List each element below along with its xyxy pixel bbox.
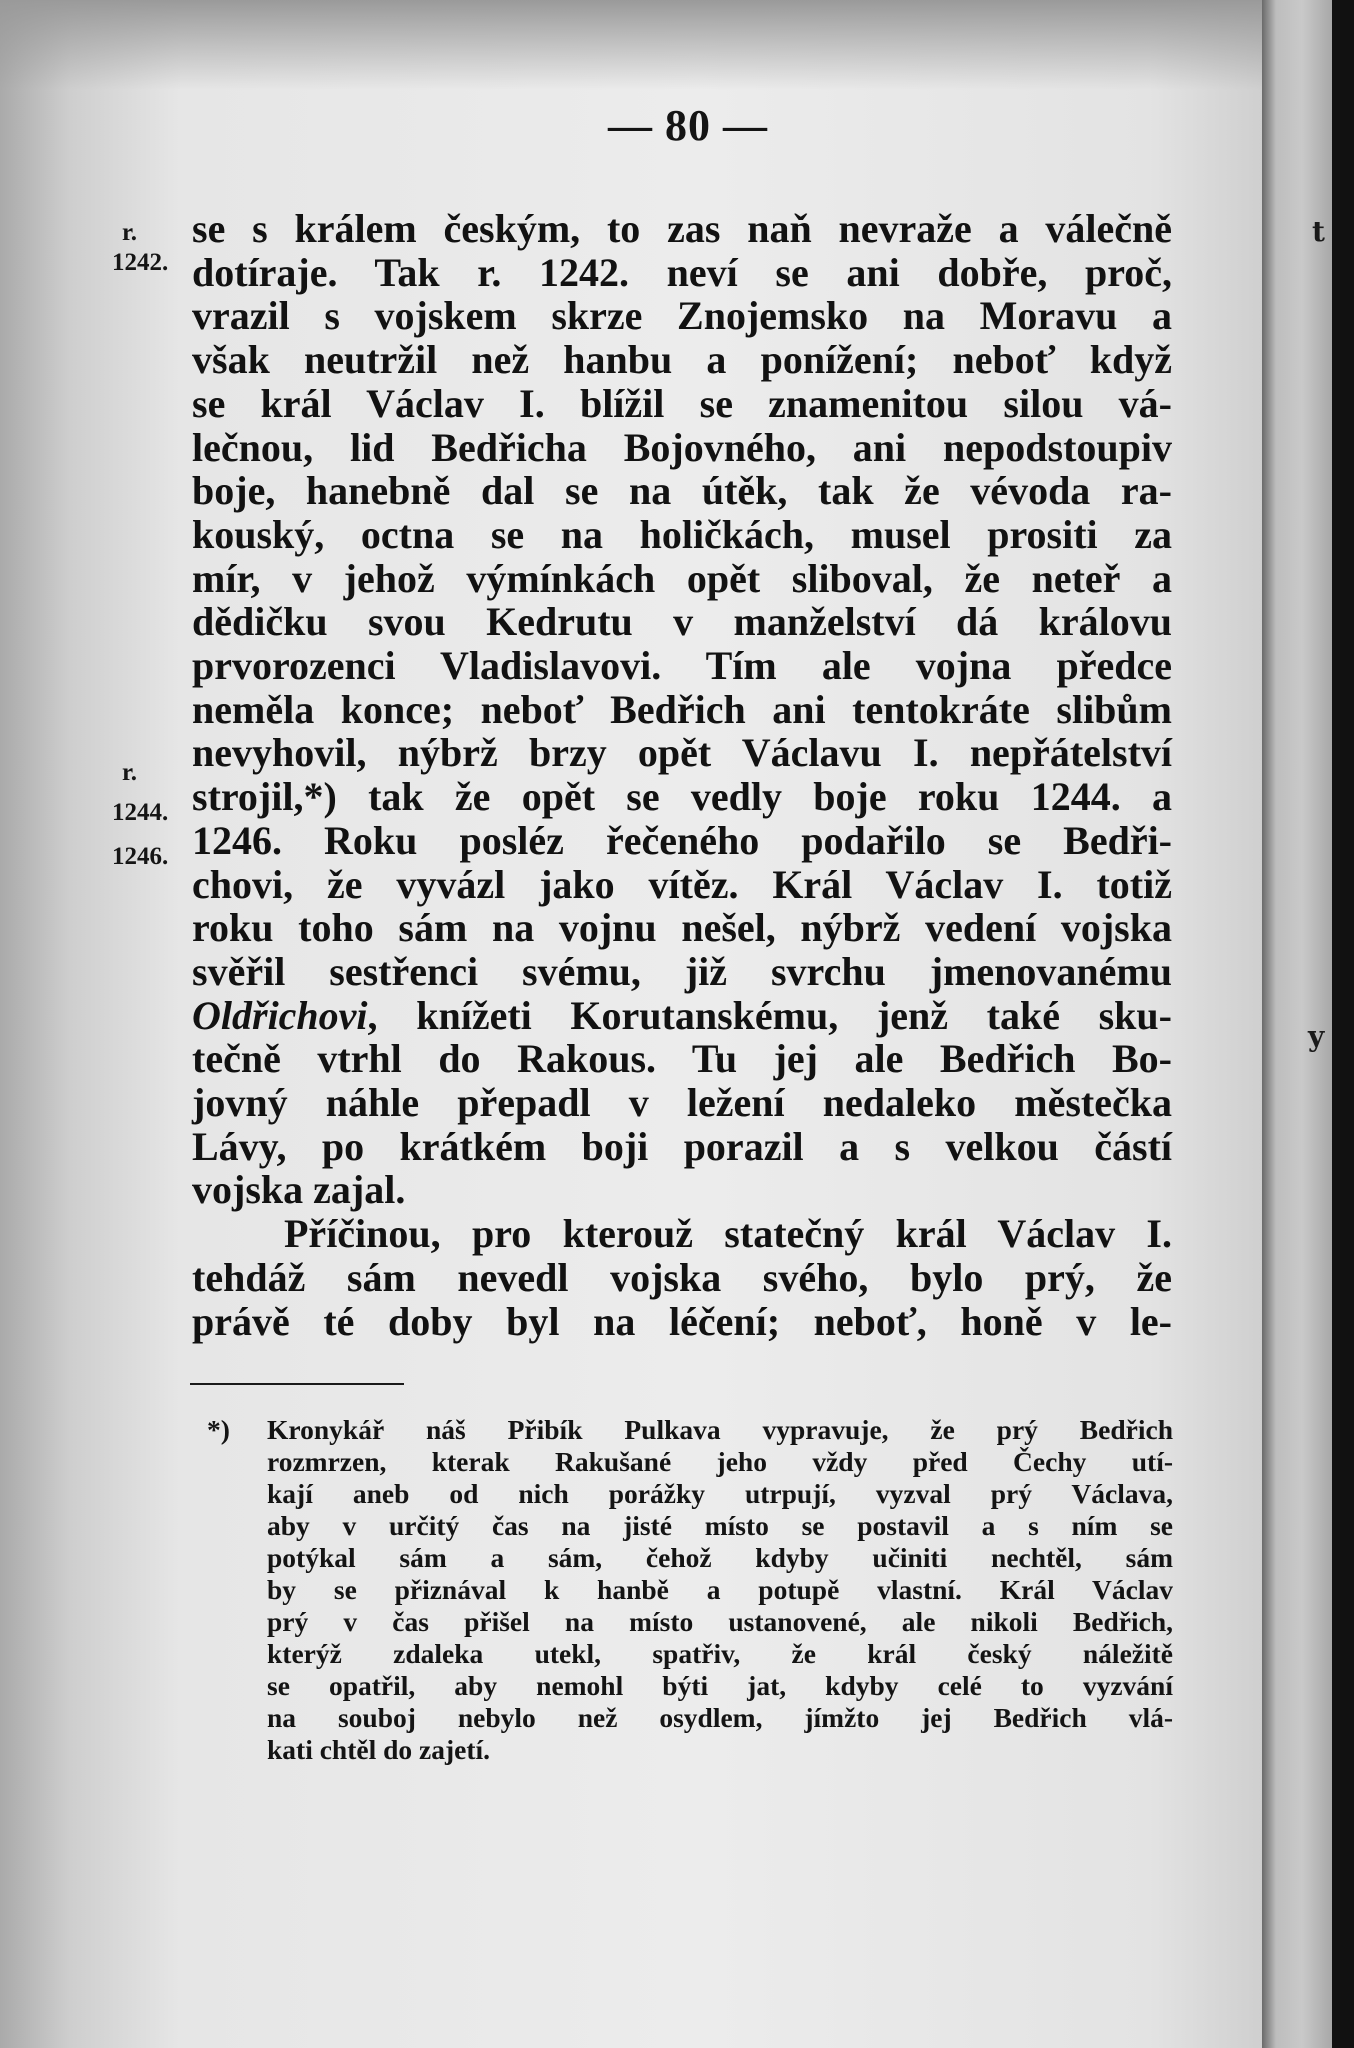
adjacent-page-edge <box>1262 0 1332 2048</box>
text-line: prvorozenci Vladislavovi. Tím ale vojna předce <box>192 643 1172 689</box>
margin-note-year: 1242. <box>112 249 169 276</box>
text-line: však neutržil než hanbu a ponížení; neboť když <box>192 337 1172 383</box>
italic-name: Oldřichovi <box>192 992 368 1038</box>
text-line: lečnou, lid Bedřicha Bojovného, ani nepodstoupiv <box>192 424 1172 470</box>
footnote-line: kati chtěl do zajetí. <box>267 1734 491 1765</box>
text-line: se král Václav I. blížil se znamenitou silou vá- <box>192 380 1172 426</box>
text-line: dotíraje. Tak r. 1242. neví se ani dobře, proč, <box>192 249 1172 295</box>
footnote-line: kají aneb od nich porážky utrpují, vyzval prý Václava, <box>267 1478 1173 1509</box>
margin-note-label: r. <box>122 219 138 246</box>
footnote-line: Kronykář náš Přibík Pulkava vypravuje, že prý Bedřich <box>267 1414 1173 1445</box>
text-line: boje, hanebně dal se na útěk, tak že vévoda ra- <box>192 468 1172 514</box>
text-line: Příčinou, pro kterouž statečný král Václav I. <box>284 1211 1172 1257</box>
text-line: svěřil sestřenci svému, již svrchu jmenovanému <box>192 948 1172 994</box>
text-line: dědičku svou Kedrutu v manželství dá královu <box>192 599 1172 645</box>
margin-note-1246 <box>112 842 192 872</box>
text-line: Lávy, po krátkém boji porazil a s velkou částí <box>192 1123 1172 1169</box>
footnote-line: rozmrzen, kterak Rakušané jeho vždy před Čechy utí- <box>267 1446 1173 1477</box>
margin-note-1244 <box>112 758 192 828</box>
text-line: se s králem českým, to zas naň nevraže a válečně <box>192 206 1172 251</box>
footnote-line: prý v čas přišel na místo ustanovené, ale nikoli Bedřich, <box>267 1606 1173 1637</box>
footnote-line: by se přiznával k hanbě a potupě vlastní. Král Václav <box>267 1574 1173 1605</box>
text-line: tehdáž sám nevedl vojska svého, bylo prý, že <box>192 1254 1172 1300</box>
page-number: — 80 — <box>608 101 768 150</box>
margin-note-label: r. <box>122 759 138 786</box>
text-line: chovi, že vyvázl jako vítěz. Král Václav I. totiž <box>192 861 1172 907</box>
margin-note-year: 1244. <box>112 799 169 826</box>
text-line: tečně vtrhl do Rakous. Tu jej ale Bedřich Bo- <box>192 1036 1172 1082</box>
text-line: vrazil s vojskem skrze Znojemsko na Moravu a <box>192 293 1172 339</box>
text-line: strojil,*) tak že opět se vedly boje roku 1244. a <box>192 774 1172 820</box>
text-line: jovný náhle přepadl v ležení nedaleko městečka <box>192 1080 1172 1126</box>
text-line: vojska zajal. <box>192 1167 406 1213</box>
body-text <box>192 207 1172 1343</box>
footnote-line: potýkal sám a sám, čehož kdyby učiniti nechtěl, sám <box>267 1542 1173 1573</box>
text-line: neměla konce; neboť Bedřich ani tentokráte slibům <box>192 686 1172 732</box>
margin-note-1242 <box>112 218 192 278</box>
footnote-divider <box>190 1383 404 1385</box>
footnote-line: na souboj nebylo než osydlem, jímžto jej Bedřich vlá- <box>267 1702 1173 1733</box>
footnote-line: aby v určitý čas na jisté místo se postavil a s ním se <box>267 1510 1173 1541</box>
text-line: nevyhovil, nýbrž brzy opět Václavu I. nepřátelství <box>192 730 1172 776</box>
text-line: roku toho sám na vojnu nešel, nýbrž vedení vojska <box>192 905 1172 951</box>
margin-note-year: 1246. <box>112 843 169 870</box>
text-line: 1246. Roku posléz řečeného podařilo se Bedři- <box>192 817 1172 863</box>
text-line: kouský, octna se na holičkách, musel prositi za <box>192 511 1172 557</box>
footnote <box>207 1414 1173 1766</box>
edge-mark: y <box>1308 1020 1325 1053</box>
text-line-italic <box>192 994 1172 1038</box>
footnote-line: kterýž zdaleka utekl, spatřiv, že král český náležitě <box>267 1638 1173 1669</box>
footnote-marker: *) <box>207 1414 230 1445</box>
text-line: mír, v jehož výmínkách opět sliboval, že neteř a <box>192 555 1172 601</box>
edge-mark: t <box>1312 215 1325 248</box>
text-line-rest: , knížeti Korutanskému, jenž také sku- <box>367 992 1172 1038</box>
footnote-line: se opatřil, aby nemohl býti jat, kdyby celé to vyzvání <box>267 1670 1173 1701</box>
text-line: právě té doby byl na léčení; neboť, honě v le- <box>192 1298 1172 1344</box>
